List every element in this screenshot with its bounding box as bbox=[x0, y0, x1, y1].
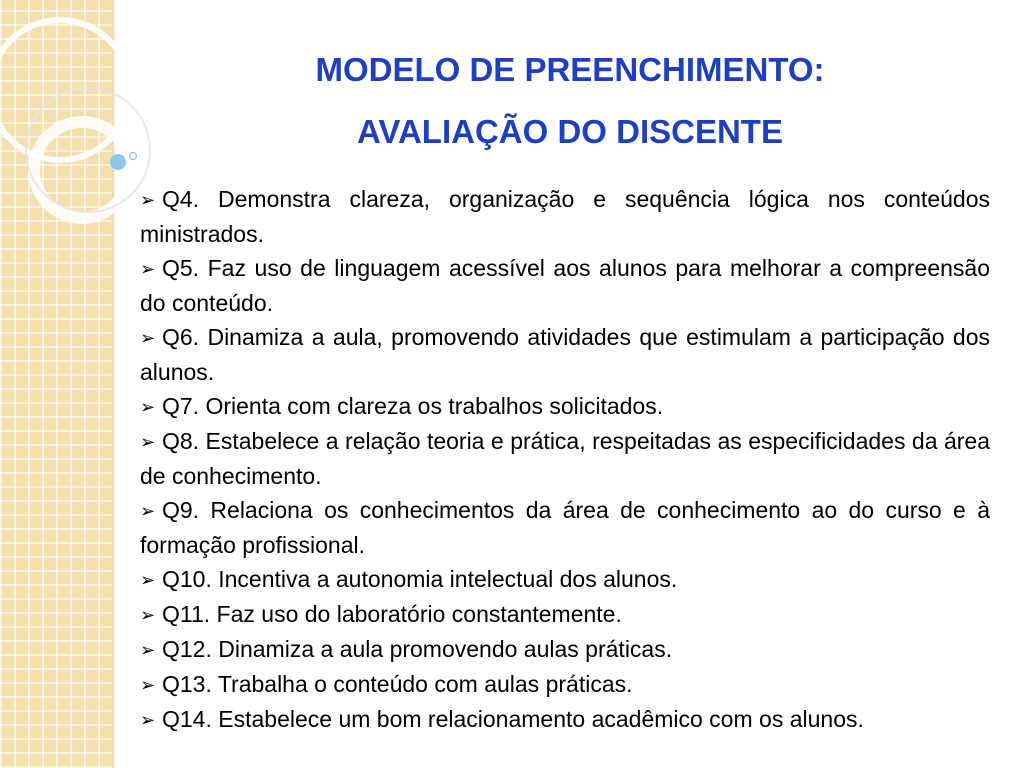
title-line-1: MODELO DE PREENCHIMENTO: bbox=[315, 51, 825, 88]
arrow-bullet-icon: ➢ bbox=[140, 640, 156, 660]
list-item bbox=[140, 702, 990, 737]
list-item bbox=[140, 424, 990, 493]
arrow-bullet-icon: ➢ bbox=[140, 675, 156, 695]
list-item bbox=[140, 597, 990, 632]
arrow-bullet-icon: ➢ bbox=[140, 605, 156, 625]
list-item bbox=[140, 182, 990, 251]
list-item-text: Q12. Dinamiza a aula promovendo aulas práticas. bbox=[162, 636, 673, 662]
list-item bbox=[140, 320, 990, 389]
question-list bbox=[140, 182, 990, 737]
arrow-bullet-icon: ➢ bbox=[140, 397, 156, 417]
arrow-bullet-icon: ➢ bbox=[140, 432, 156, 452]
list-item-text: Q5. Faz uso de linguagem acessível aos alunos para melhorar a compreensão do conteúdo. bbox=[140, 255, 990, 316]
list-item-text: Q4. Demonstra clareza, organização e sequência lógica nos conteúdos ministrados. bbox=[140, 186, 990, 247]
blue-dot bbox=[110, 154, 126, 170]
list-item-text: Q11. Faz uso do laboratório constantemente. bbox=[162, 601, 622, 627]
arrow-bullet-icon: ➢ bbox=[140, 501, 156, 521]
list-item-text: Q7. Orienta com clareza os trabalhos solicitados. bbox=[162, 393, 664, 419]
list-item-text: Q8. Estabelece a relação teoria e prática, respeitadas as especificidades da área de conhecimento. bbox=[140, 428, 990, 489]
arrow-bullet-icon: ➢ bbox=[140, 570, 156, 590]
list-item bbox=[140, 493, 990, 562]
list-item-text: Q6. Dinamiza a aula, promovendo atividades que estimulam a participação dos alunos. bbox=[140, 324, 990, 385]
list-item bbox=[140, 667, 990, 702]
slide-title bbox=[140, 48, 1000, 154]
list-item-text: Q14. Estabelece um bom relacionamento acadêmico com os alunos. bbox=[162, 706, 864, 732]
arrow-bullet-icon: ➢ bbox=[140, 259, 156, 279]
arrow-bullet-icon: ➢ bbox=[140, 710, 156, 730]
arrow-bullet-icon: ➢ bbox=[140, 190, 156, 210]
decorative-circles bbox=[0, 0, 160, 260]
title-line-2: AVALIAÇÃO DO DISCENTE bbox=[357, 113, 783, 150]
list-item bbox=[140, 562, 990, 597]
outline-dot bbox=[130, 153, 137, 160]
list-item-text: Q9. Relaciona os conhecimentos da área de conhecimento ao do curso e à formação profissional. bbox=[140, 497, 990, 558]
list-item bbox=[140, 251, 990, 320]
arrow-bullet-icon: ➢ bbox=[140, 328, 156, 348]
list-item bbox=[140, 632, 990, 667]
list-item-text: Q13. Trabalha o conteúdo com aulas práticas. bbox=[162, 671, 633, 697]
mid-ring bbox=[34, 122, 130, 218]
list-item bbox=[140, 389, 990, 424]
list-item-text: Q10. Incentiva a autonomia intelectual dos alunos. bbox=[162, 566, 678, 592]
